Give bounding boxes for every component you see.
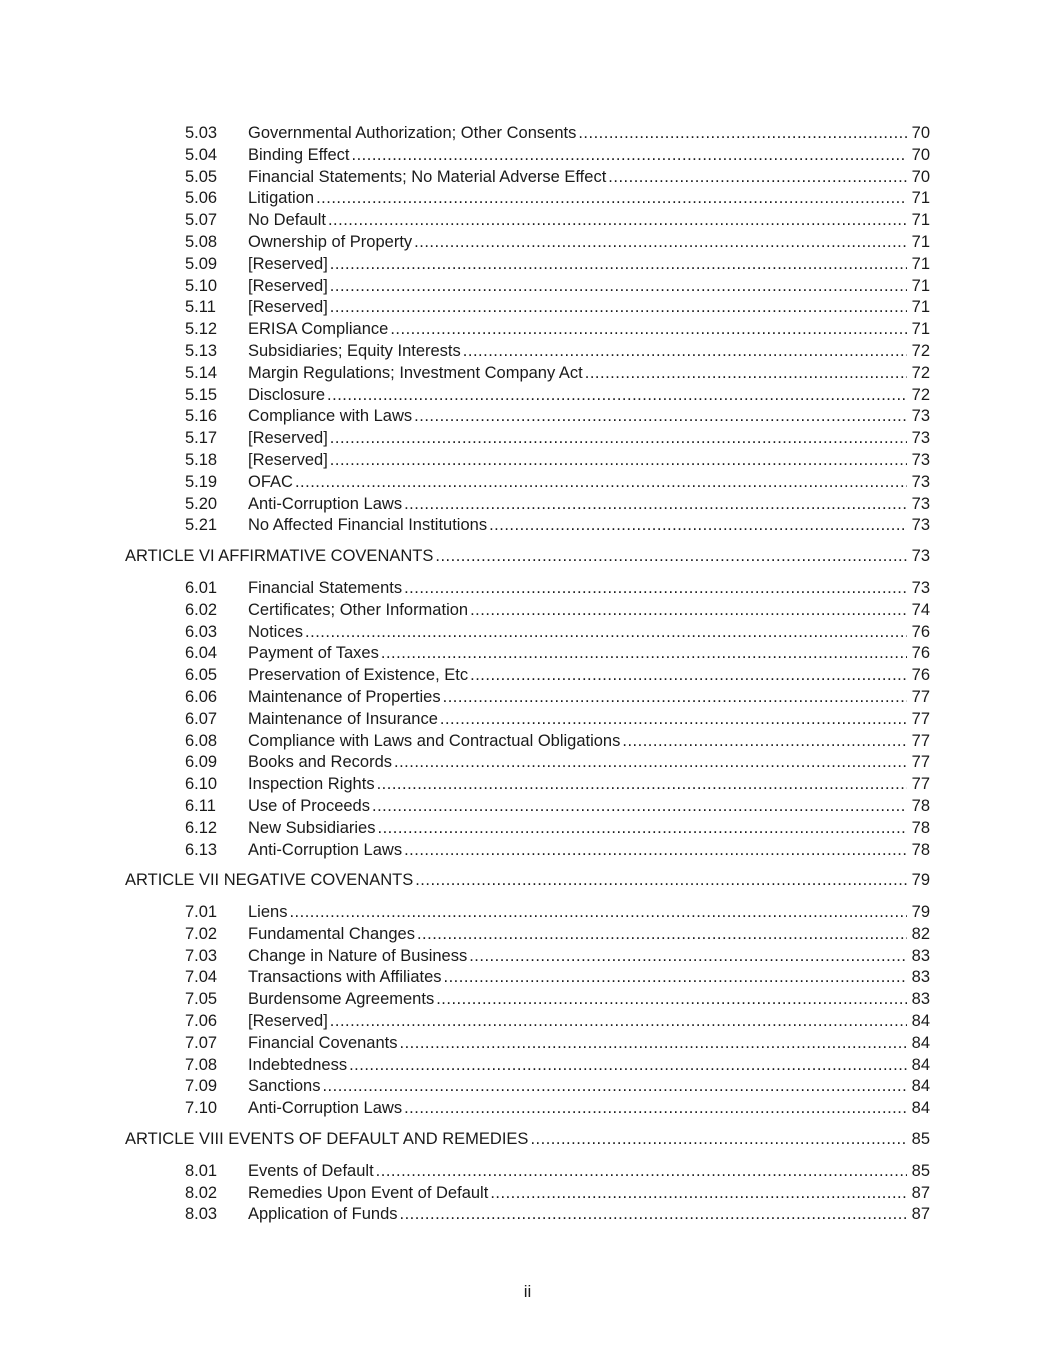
entry-title-with-leader [248, 731, 930, 753]
dot-leader [322, 1076, 930, 1098]
page-reference: 78 [907, 796, 930, 818]
page-reference: 73 [907, 494, 930, 516]
section-number: 5.14 [185, 363, 218, 382]
section-number: 5.10 [185, 276, 218, 295]
section-title: Binding Effect [248, 145, 352, 167]
toc-section-entry[interactable] [0, 818, 1055, 840]
entry-title-with-leader [248, 188, 930, 210]
toc-section-entry[interactable] [0, 578, 1055, 600]
entry-title-with-leader [248, 578, 930, 600]
section-title: [Reserved] [248, 297, 330, 319]
section-number: 5.06 [185, 189, 218, 208]
section-title: Subsidiaries; Equity Interests [248, 341, 463, 363]
toc-section-entry[interactable] [0, 1204, 1055, 1226]
toc-section-entry[interactable] [0, 297, 1055, 319]
toc-section-entry[interactable] [0, 319, 1055, 341]
dot-leader [330, 1011, 930, 1033]
entry-title-with-leader [248, 363, 930, 385]
toc-section-entry[interactable] [0, 709, 1055, 731]
entry-title-with-leader [248, 774, 930, 796]
section-title: [Reserved] [248, 276, 330, 298]
dot-leader [440, 709, 930, 731]
section-number: 5.13 [185, 341, 218, 360]
section-title: Anti-Corruption Laws [248, 1098, 404, 1120]
section-number: 6.08 [185, 731, 218, 750]
section-number: 5.09 [185, 254, 218, 273]
page-reference: 73 [907, 406, 930, 428]
section-number: 6.02 [185, 600, 218, 619]
dot-leader [463, 341, 930, 363]
section-title: Application of Funds [248, 1204, 400, 1226]
toc-section-entry[interactable] [0, 687, 1055, 709]
section-title: [Reserved] [248, 1011, 330, 1033]
toc-section-entry[interactable] [0, 924, 1055, 946]
section-title: Financial Statements; No Material Adverse Effect [248, 167, 608, 189]
dot-leader [390, 319, 930, 341]
section-title: Ownership of Property [248, 232, 414, 254]
section-number: 7.07 [185, 1033, 218, 1052]
entry-title-with-leader [248, 1011, 930, 1033]
toc-section-entry[interactable] [0, 1098, 1055, 1120]
entry-title-with-leader [125, 546, 930, 568]
section-number: 7.06 [185, 1012, 218, 1031]
page-reference: 70 [907, 123, 930, 145]
toc-section-entry[interactable] [0, 450, 1055, 472]
page-reference: 76 [907, 622, 930, 644]
table-of-contents [0, 123, 1055, 1226]
toc-section-entry[interactable] [0, 967, 1055, 989]
entry-title-with-leader [248, 665, 930, 687]
section-title: Anti-Corruption Laws [248, 840, 404, 862]
toc-section-entry[interactable] [0, 665, 1055, 687]
page-reference: 73 [907, 546, 930, 568]
toc-section-entry[interactable] [0, 145, 1055, 167]
entry-title-with-leader [125, 870, 930, 892]
entry-title-with-leader [248, 643, 930, 665]
dot-leader [400, 1033, 931, 1055]
dot-leader [404, 494, 930, 516]
dot-leader [415, 870, 930, 892]
toc-section-entry[interactable] [0, 1076, 1055, 1098]
section-title: [Reserved] [248, 254, 330, 276]
page-reference: 83 [907, 967, 930, 989]
page-reference: 83 [907, 946, 930, 968]
page-reference: 78 [907, 818, 930, 840]
entry-title-with-leader [248, 1055, 930, 1077]
section-number: 7.08 [185, 1055, 218, 1074]
section-number: 5.04 [185, 145, 218, 164]
toc-section-entry[interactable] [0, 472, 1055, 494]
toc-section-entry[interactable] [0, 494, 1055, 516]
page-reference: 85 [907, 1129, 930, 1151]
section-title: Notices [248, 622, 305, 644]
toc-article-entry[interactable] [0, 546, 1055, 568]
section-title: Indebtedness [248, 1055, 349, 1077]
dot-leader [377, 818, 930, 840]
entry-title-with-leader [248, 232, 930, 254]
section-number: 5.18 [185, 450, 218, 469]
page-reference: 70 [907, 167, 930, 189]
dot-leader [404, 840, 930, 862]
toc-section-entry[interactable] [0, 774, 1055, 796]
section-number: 7.04 [185, 968, 218, 987]
page-reference: 77 [907, 731, 930, 753]
dot-leader [489, 515, 930, 537]
page-reference: 83 [907, 989, 930, 1011]
entry-title-with-leader [248, 123, 930, 145]
dot-leader [316, 188, 930, 210]
toc-section-entry[interactable] [0, 276, 1055, 298]
section-title: [Reserved] [248, 428, 330, 450]
toc-section-entry[interactable] [0, 406, 1055, 428]
section-title: Events of Default [248, 1161, 376, 1183]
dot-leader [530, 1129, 930, 1151]
entry-title-with-leader [248, 1204, 930, 1226]
page-reference: 84 [907, 1033, 930, 1055]
article-title: ARTICLE VII NEGATIVE COVENANTS [125, 870, 415, 892]
dot-leader [305, 622, 930, 644]
entry-title-with-leader [248, 600, 930, 622]
page-reference: 79 [907, 870, 930, 892]
section-title: Financial Statements [248, 578, 404, 600]
toc-section-entry[interactable] [0, 643, 1055, 665]
dot-leader [330, 297, 930, 319]
dot-leader [349, 1055, 930, 1077]
section-number: 6.01 [185, 578, 218, 597]
section-number: 7.03 [185, 946, 218, 965]
page-reference: 71 [907, 232, 930, 254]
section-number: 6.12 [185, 818, 218, 837]
section-title: OFAC [248, 472, 295, 494]
section-number: 7.09 [185, 1077, 218, 1096]
dot-leader [295, 472, 930, 494]
dot-leader [470, 665, 930, 687]
toc-section-entry[interactable] [0, 341, 1055, 363]
toc-section-entry[interactable] [0, 232, 1055, 254]
page-reference: 73 [907, 578, 930, 600]
section-number: 5.16 [185, 407, 218, 426]
section-number: 5.20 [185, 494, 218, 513]
dot-leader [490, 1183, 930, 1205]
page-reference: 87 [907, 1183, 930, 1205]
section-number: 5.17 [185, 429, 218, 448]
section-number: 6.10 [185, 775, 218, 794]
dot-leader [330, 276, 930, 298]
toc-section-entry[interactable] [0, 515, 1055, 537]
entry-title-with-leader [248, 210, 930, 232]
dot-leader [394, 752, 930, 774]
section-number: 5.12 [185, 320, 218, 339]
dot-leader [443, 687, 930, 709]
section-title: Maintenance of Insurance [248, 709, 440, 731]
toc-section-entry[interactable] [0, 363, 1055, 385]
dot-leader [436, 989, 930, 1011]
dot-leader [372, 796, 930, 818]
entry-title-with-leader [248, 406, 930, 428]
toc-section-entry[interactable] [0, 385, 1055, 407]
entry-title-with-leader [248, 1183, 930, 1205]
dot-leader [404, 1098, 930, 1120]
toc-section-entry[interactable] [0, 989, 1055, 1011]
section-number: 5.19 [185, 472, 218, 491]
page-reference: 76 [907, 643, 930, 665]
toc-article-entry[interactable] [0, 1129, 1055, 1151]
entry-title-with-leader [248, 145, 930, 167]
page-reference: 77 [907, 752, 930, 774]
section-title: Disclosure [248, 385, 327, 407]
page-reference: 73 [907, 450, 930, 472]
page-reference: 77 [907, 687, 930, 709]
dot-leader [622, 731, 930, 753]
dot-leader [381, 643, 930, 665]
section-number: 5.11 [185, 298, 216, 317]
section-title: Compliance with Laws [248, 406, 414, 428]
entry-title-with-leader [248, 687, 930, 709]
toc-section-entry[interactable] [0, 123, 1055, 145]
entry-title-with-leader [248, 946, 930, 968]
section-title: Fundamental Changes [248, 924, 417, 946]
entry-title-with-leader [248, 1033, 930, 1055]
entry-title-with-leader [248, 989, 930, 1011]
section-title: Transactions with Affiliates [248, 967, 444, 989]
page-reference: 82 [907, 924, 930, 946]
dot-leader [400, 1204, 930, 1226]
section-number: 6.07 [185, 709, 218, 728]
dot-leader [608, 167, 930, 189]
section-number: 6.13 [185, 840, 218, 859]
page-reference: 77 [907, 709, 930, 731]
page-reference: 71 [907, 276, 930, 298]
toc-section-entry[interactable] [0, 731, 1055, 753]
section-title: Governmental Authorization; Other Consents [248, 123, 578, 145]
entry-title-with-leader [248, 818, 930, 840]
section-title: Margin Regulations; Investment Company Act [248, 363, 585, 385]
entry-title-with-leader [248, 472, 930, 494]
section-number: 5.08 [185, 232, 218, 251]
dot-leader [327, 385, 930, 407]
toc-section-entry[interactable] [0, 188, 1055, 210]
section-title: Remedies Upon Event of Default [248, 1183, 490, 1205]
section-number: 6.09 [185, 753, 218, 772]
entry-title-with-leader [248, 709, 930, 731]
section-number: 8.01 [185, 1161, 218, 1180]
toc-section-entry[interactable] [0, 1033, 1055, 1055]
section-title: Sanctions [248, 1076, 322, 1098]
entry-title-with-leader [248, 924, 930, 946]
page-reference: 72 [907, 341, 930, 363]
dot-leader [417, 924, 930, 946]
page-reference: 71 [907, 319, 930, 341]
page-reference: 84 [907, 1011, 930, 1033]
page-reference: 84 [907, 1098, 930, 1120]
section-number: 7.10 [185, 1099, 218, 1118]
toc-section-entry[interactable] [0, 167, 1055, 189]
section-number: 8.03 [185, 1205, 218, 1224]
section-title: Preservation of Existence, Etc [248, 665, 470, 687]
dot-leader [470, 600, 930, 622]
dot-leader [404, 578, 930, 600]
entry-title-with-leader [248, 276, 930, 298]
dot-leader [376, 1161, 930, 1183]
section-title: Maintenance of Properties [248, 687, 443, 709]
page-reference: 73 [907, 428, 930, 450]
toc-section-entry[interactable] [0, 622, 1055, 644]
dot-leader [414, 232, 930, 254]
section-title: Litigation [248, 188, 316, 210]
toc-section-entry[interactable] [0, 1161, 1055, 1183]
entry-title-with-leader [248, 752, 930, 774]
page-reference: 73 [907, 472, 930, 494]
entry-title-with-leader [248, 902, 930, 924]
section-number: 7.05 [185, 990, 218, 1009]
entry-title-with-leader [248, 254, 930, 276]
section-title: Certificates; Other Information [248, 600, 470, 622]
entry-title-with-leader [248, 796, 930, 818]
dot-leader [330, 428, 930, 450]
toc-section-entry[interactable] [0, 1183, 1055, 1205]
article-title: ARTICLE VIII EVENTS OF DEFAULT AND REMEDIES [125, 1129, 530, 1151]
page-reference: 72 [907, 363, 930, 385]
dot-leader [289, 902, 930, 924]
entry-title-with-leader [125, 1129, 930, 1151]
entry-title-with-leader [248, 297, 930, 319]
dot-leader [330, 450, 930, 472]
entry-title-with-leader [248, 840, 930, 862]
page-reference: 84 [907, 1076, 930, 1098]
section-title: Liens [248, 902, 289, 924]
toc-section-entry[interactable] [0, 796, 1055, 818]
page-reference: 70 [907, 145, 930, 167]
dot-leader [330, 254, 930, 276]
entry-title-with-leader [248, 967, 930, 989]
section-number: 5.21 [185, 516, 218, 535]
page-reference: 84 [907, 1055, 930, 1077]
page-reference: 72 [907, 385, 930, 407]
toc-section-entry[interactable] [0, 600, 1055, 622]
page-reference: 79 [907, 902, 930, 924]
section-number: 8.02 [185, 1183, 218, 1202]
section-number: 6.04 [185, 644, 218, 663]
section-title: Books and Records [248, 752, 394, 774]
section-title: Payment of Taxes [248, 643, 381, 665]
section-number: 5.07 [185, 211, 218, 230]
entry-title-with-leader [248, 319, 930, 341]
page-reference: 77 [907, 774, 930, 796]
section-number: 5.15 [185, 385, 218, 404]
entry-title-with-leader [248, 385, 930, 407]
section-number: 6.11 [185, 796, 216, 815]
toc-section-entry[interactable] [0, 1011, 1055, 1033]
toc-section-entry[interactable] [0, 428, 1055, 450]
entry-title-with-leader [248, 515, 930, 537]
page-reference: 73 [907, 515, 930, 537]
toc-section-entry[interactable] [0, 254, 1055, 276]
page-reference: 71 [907, 188, 930, 210]
section-number: 6.06 [185, 687, 218, 706]
section-number: 6.03 [185, 622, 218, 641]
dot-leader [585, 363, 930, 385]
page-reference: 85 [907, 1161, 930, 1183]
toc-section-entry[interactable] [0, 946, 1055, 968]
dot-leader [578, 123, 930, 145]
dot-leader [414, 406, 930, 428]
entry-title-with-leader [248, 1076, 930, 1098]
entry-title-with-leader [248, 450, 930, 472]
dot-leader [328, 210, 930, 232]
entry-title-with-leader [248, 622, 930, 644]
dot-leader [469, 946, 930, 968]
dot-leader [352, 145, 930, 167]
entry-title-with-leader [248, 428, 930, 450]
page-number: ii [523, 1282, 532, 1301]
section-title: ERISA Compliance [248, 319, 390, 341]
page-reference: 71 [907, 210, 930, 232]
section-title: Inspection Rights [248, 774, 377, 796]
toc-article-entry[interactable] [0, 870, 1055, 892]
page-reference: 87 [907, 1204, 930, 1226]
section-title: Burdensome Agreements [248, 989, 436, 1011]
toc-section-entry[interactable] [0, 1055, 1055, 1077]
section-title: Use of Proceeds [248, 796, 372, 818]
section-title: No Default [248, 210, 328, 232]
page-reference: 71 [907, 254, 930, 276]
toc-section-entry[interactable] [0, 840, 1055, 862]
section-number: 5.05 [185, 167, 218, 186]
article-title: ARTICLE VI AFFIRMATIVE COVENANTS [125, 546, 435, 568]
dot-leader [435, 546, 930, 568]
section-title: New Subsidiaries [248, 818, 377, 840]
section-title: Financial Covenants [248, 1033, 400, 1055]
toc-section-entry[interactable] [0, 752, 1055, 774]
section-title: Anti-Corruption Laws [248, 494, 404, 516]
section-number: 5.03 [185, 124, 218, 142]
toc-section-entry[interactable] [0, 902, 1055, 924]
section-number: 7.02 [185, 924, 218, 943]
page-reference: 71 [907, 297, 930, 319]
section-title: [Reserved] [248, 450, 330, 472]
dot-leader [377, 774, 930, 796]
section-number: 7.01 [185, 903, 218, 922]
section-number: 6.05 [185, 666, 218, 685]
section-title: No Affected Financial Institutions [248, 515, 489, 537]
page-reference: 78 [907, 840, 930, 862]
dot-leader [444, 967, 930, 989]
page-reference: 76 [907, 665, 930, 687]
entry-title-with-leader [248, 167, 930, 189]
toc-section-entry[interactable] [0, 210, 1055, 232]
section-title: Change in Nature of Business [248, 946, 469, 968]
section-title: Compliance with Laws and Contractual Obligations [248, 731, 622, 753]
entry-title-with-leader [248, 341, 930, 363]
entry-title-with-leader [248, 494, 930, 516]
page-reference: 74 [907, 600, 930, 622]
entry-title-with-leader [248, 1161, 930, 1183]
entry-title-with-leader [248, 1098, 930, 1120]
